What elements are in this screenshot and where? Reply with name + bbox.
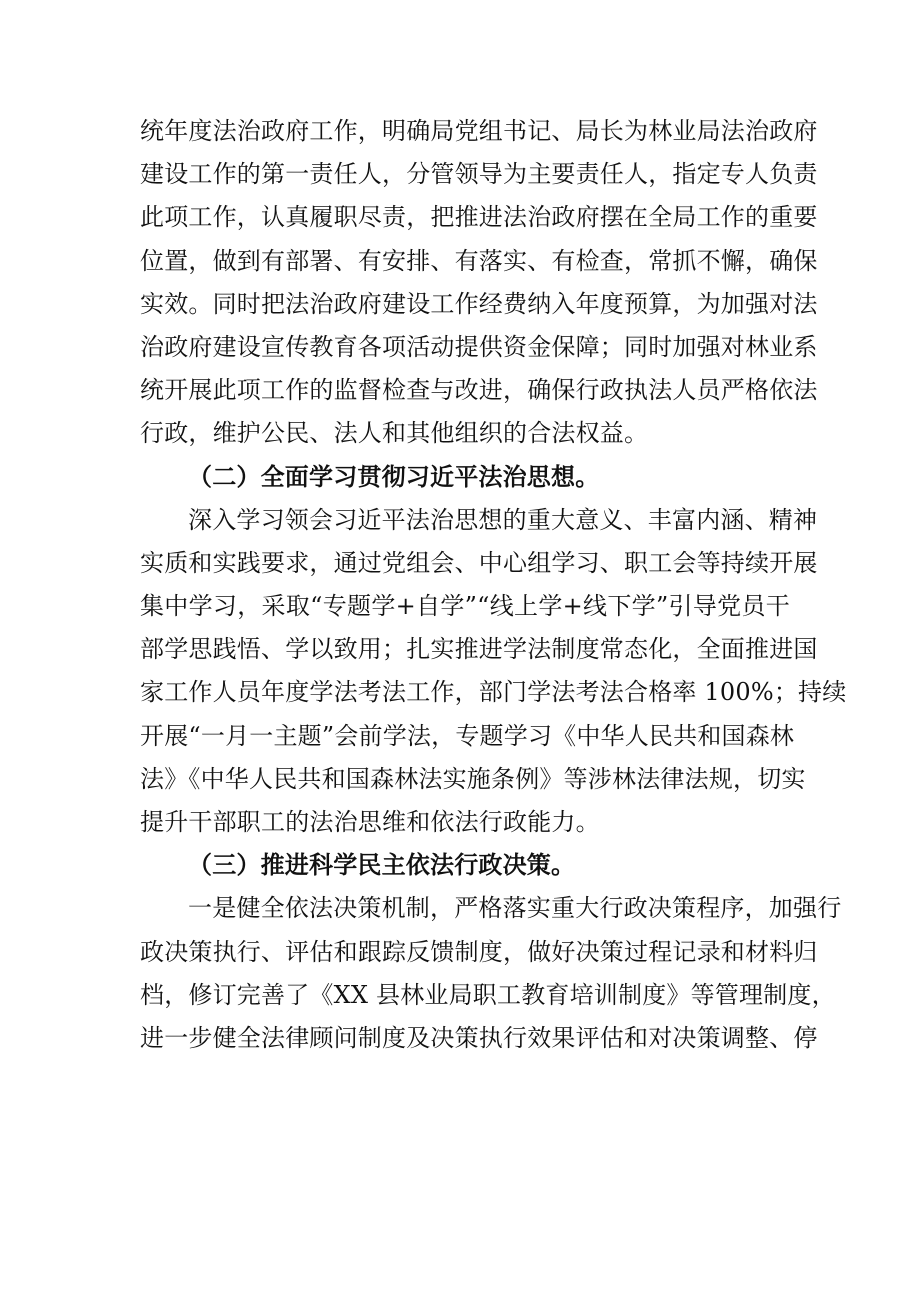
text-line: 开展“一月一主题”会前学法，专题学习《中华人民共和国森林: [140, 721, 795, 750]
text-line: 法》《中华人民共和国森林法实施条例》等涉林法律法规，切实: [140, 764, 806, 793]
text-line: 行政，维护公民、法人和其他组织的合法权益。: [140, 419, 649, 448]
text-line: 家工作人员年度学法考法工作，部门学法考法合格率 100%；持续: [140, 678, 847, 707]
text-line: 治政府建设宣传教育各项活动提供资金保障；同时加强对林业系: [140, 332, 818, 361]
text-line: 统年度法治政府工作，明确局党组书记、局长为林业局法治政府: [140, 117, 818, 145]
text-line: 位置，做到有部署、有安排、有落实、有检查，常抓不懈，确保: [140, 246, 818, 275]
text-line: 一是健全依法决策机制，严格落实重大行政决策程序，加强行: [188, 894, 842, 923]
text-line: 政决策执行、评估和跟踪反馈制度，做好决策过程记录和材料归: [140, 937, 818, 966]
text-line: 档，修订完善了《XX 县林业局职工教育培训制度》等管理制度，: [140, 980, 836, 1009]
text-line: 实效。同时把法治政府建设工作经费纳入年度预算，为加强对法: [140, 289, 818, 318]
text-line: 实质和实践要求，通过党组会、中心组学习、职工会等持续开展: [140, 548, 818, 577]
text-line: 此项工作，认真履职尽责，把推进法治政府摆在全局工作的重要: [140, 203, 818, 232]
paragraph-2: [140, 499, 847, 845]
text-line: 部学思践悟、学以致用；扎实推进学法制度常态化，全面推进国: [140, 635, 818, 664]
text-line: 集中学习，采取“专题学+自学”“线上学+线下学”引导党员干: [140, 592, 790, 621]
text-line: 提升干部职工的法治思维和依法行政能力。: [140, 808, 600, 836]
section-heading-3: （三）推进科学民主依法行政决策。: [188, 851, 576, 880]
text-line: 统开展此项工作的监督检查与改进，确保行政执法人员严格依法: [140, 376, 818, 405]
section-heading-2: （二）全面学习贯彻习近平法治思想。: [188, 462, 600, 491]
text-line: 进一步健全法律顾问制度及决策执行效果评估和对决策调整、停: [140, 1023, 818, 1052]
text-line: 深入学习领会习近平法治思想的重大意义、丰富内涵、精神: [188, 505, 818, 534]
document-body: [140, 110, 847, 1060]
paragraph-1: [140, 110, 818, 456]
text-line: 建设工作的第一责任人，分管领导为主要责任人，指定专人负责: [140, 160, 818, 189]
paragraph-3: [140, 887, 842, 1060]
